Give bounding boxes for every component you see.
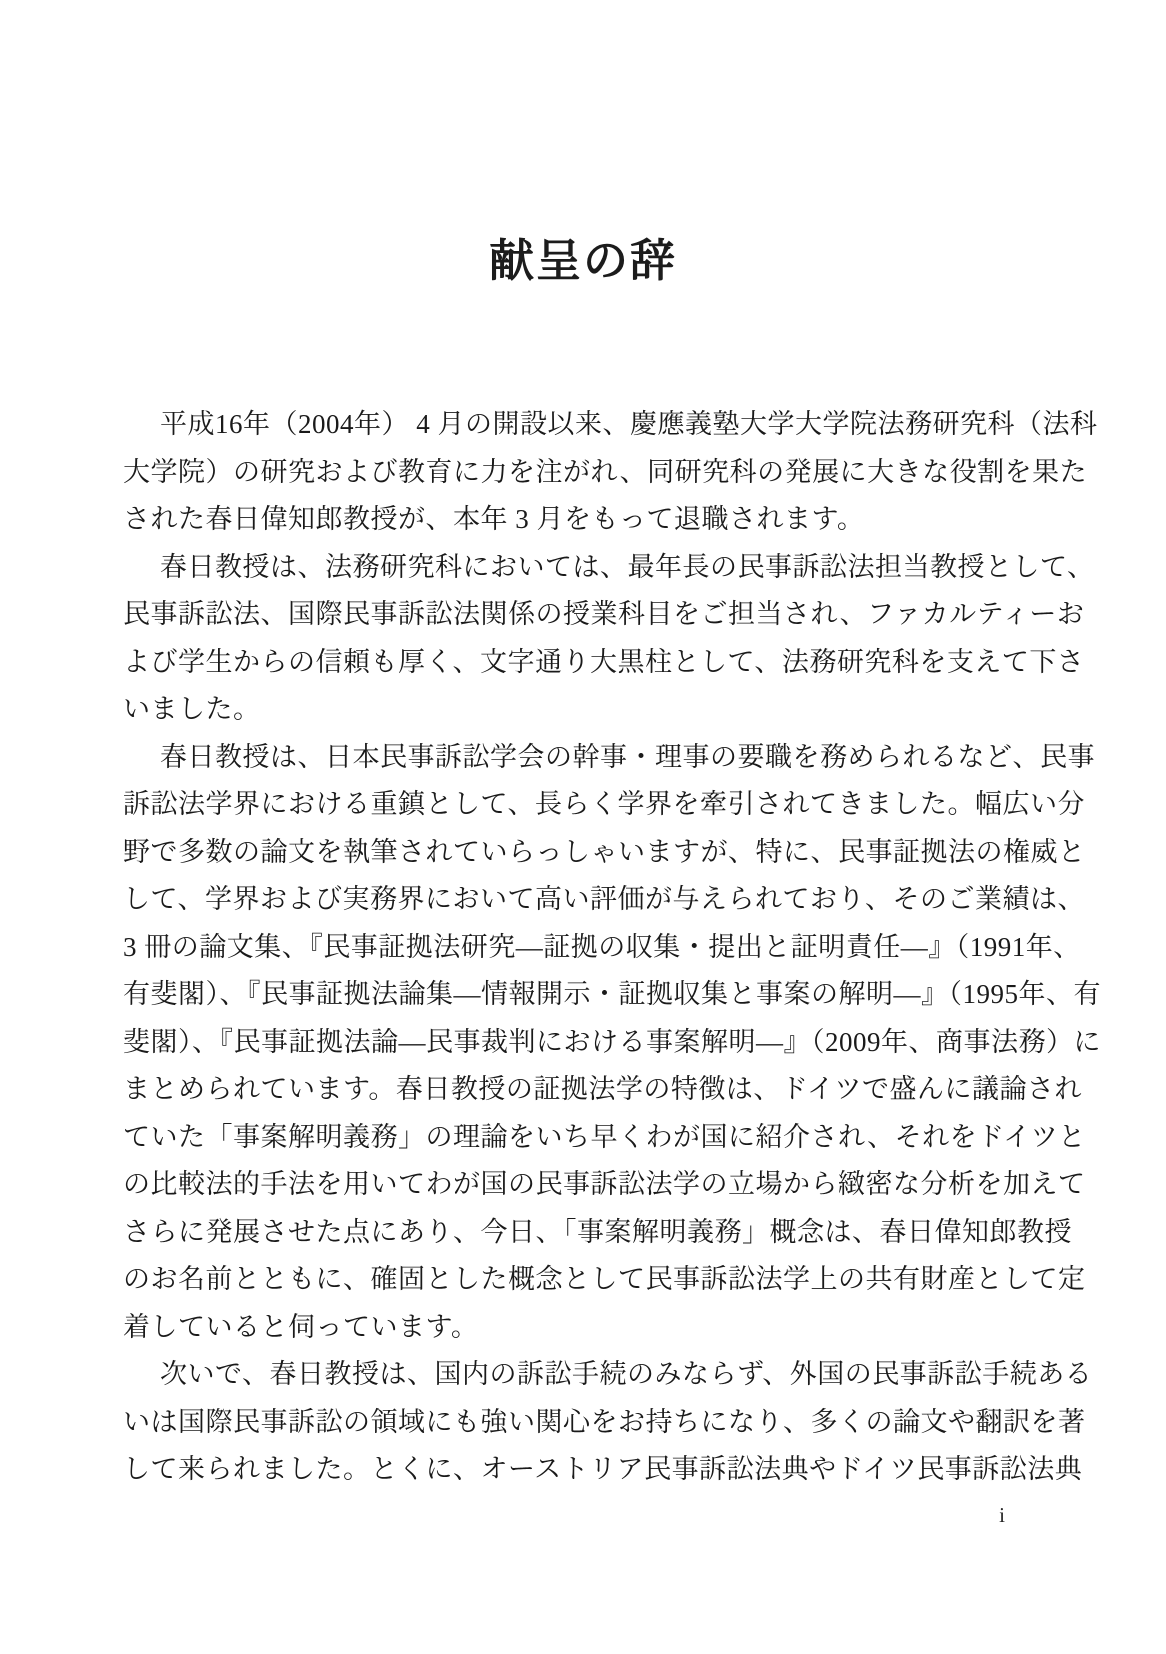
body-line: 着していると伺っています。 xyxy=(123,1311,479,1342)
body-line: ていた「事案解明義務」の理論をいち早くわが国に紹介され、それをドイツと xyxy=(123,1121,1086,1152)
body-line: して来られました。とくに、オーストリア民事訴訟法典やドイツ民事訴訟法典 xyxy=(123,1454,1083,1484)
body-line: された春日偉知郎教授が、本年 3 月をもって退職されます。 xyxy=(123,504,865,534)
body-line: いました。 xyxy=(123,694,261,724)
body-line: のお名前とともに、確固とした概念として民事訴訟法学上の共有財産として定 xyxy=(123,1264,1086,1294)
body-line: 次いで、春日教授は、国内の訴訟手続のみならず、外国の民事訴訟手続ある xyxy=(160,1359,1093,1389)
body-line: いは国際民事訴訟の領域にも強い関心をお持ちになり、多くの論文や翻訳を著 xyxy=(123,1406,1086,1437)
body-text xyxy=(123,401,1101,1494)
body-line: 大学院）の研究および教育に力を注がれ、同研究科の発展に大きな役割を果た xyxy=(123,456,1088,487)
body-line: さらに発展させた点にあり、今日、「事案解明義務」概念は、春日偉知郎教授 xyxy=(123,1216,1072,1247)
body-line: まとめられています。春日教授の証拠法学の特徴は、ドイツで盛んに議論され xyxy=(123,1074,1082,1104)
body-line: して、学界および実務界において高い評価が与えられており、そのご業績は、 xyxy=(123,884,1085,914)
body-line: 平成16年（2004年） 4 月の開設以来、慶應義塾大学大学院法務研究科（法科 xyxy=(160,409,1098,439)
body-line: 訴訟法学界における重鎮として、長らく学界を牽引されてきました。幅広い分 xyxy=(123,789,1085,819)
body-line: 民事訴訟法、国際民事訴訟法関係の授業科目をご担当され、ファカルティーお xyxy=(123,599,1085,629)
body-line: 斐閣）、『民事証拠法論―民事裁判における事案解明―』（2009年、商事法務）に xyxy=(123,1026,1101,1057)
page-title: 献呈の辞 xyxy=(488,236,677,286)
body-line: 春日教授は、法務研究科においては、最年長の民事訴訟法担当教授として、 xyxy=(160,551,1095,582)
body-line: の比較法的手法を用いてわが国の民事訴訟法学の立場から緻密な分析を加えて xyxy=(123,1169,1086,1199)
body-line: 春日教授は、日本民事訴訟学会の幹事・理事の要職を務められるなど、民事 xyxy=(160,741,1095,772)
body-line: よび学生からの信頼も厚く、文字通り大黒柱として、法務研究科を支えて下さ xyxy=(123,646,1085,677)
page-number: i xyxy=(999,1503,1005,1527)
body-line: 野で多数の論文を執筆されていらっしゃいますが、特に、民事証拠法の権威と xyxy=(123,836,1086,867)
body-line: 3 冊の論文集、『民事証拠法研究―証拠の収集・提出と証明責任―』（1991年、 xyxy=(123,931,1081,962)
body-line: 有斐閣）、『民事証拠法論集―情報開示・証拠収集と事案の解明―』（1995年、有 xyxy=(123,979,1101,1009)
